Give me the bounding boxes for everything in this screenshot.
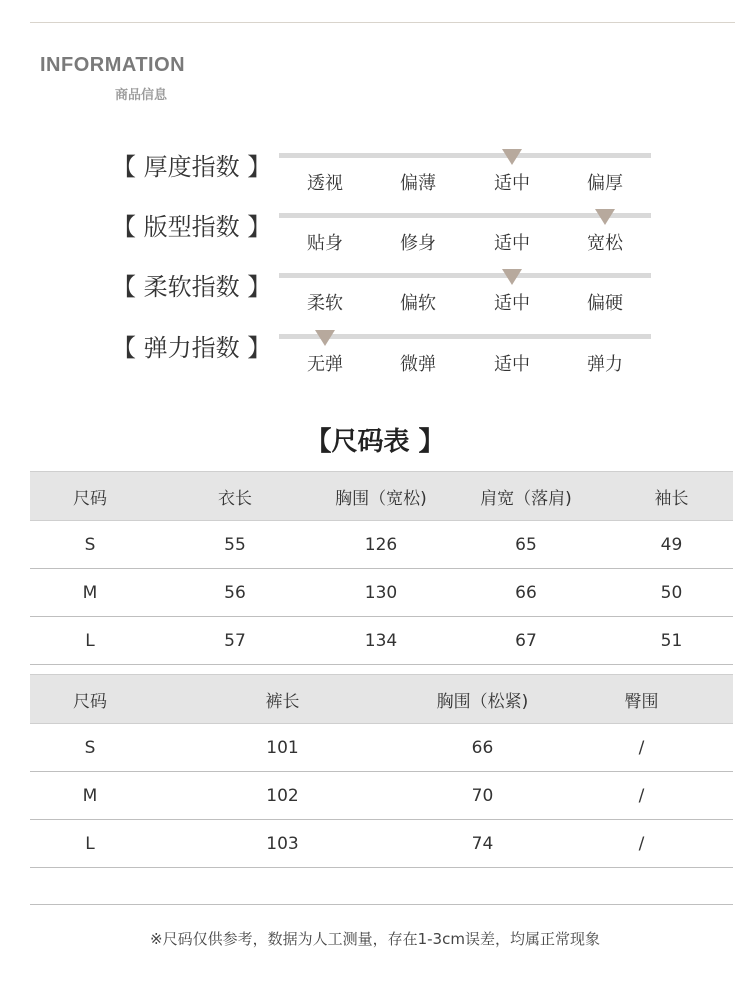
table-row	[30, 569, 733, 617]
table-row	[30, 521, 733, 569]
table-cell: 74	[415, 820, 550, 868]
index-marker-icon	[315, 330, 335, 346]
index-option: 修身	[400, 233, 436, 254]
disclaimer-note: ※尺码仅供参考，数据为人工测量，存在1-3cm误差，均属正常现象	[150, 930, 600, 948]
table-row	[30, 772, 733, 820]
column-header: 袖长	[610, 472, 733, 521]
index-option: 透视	[307, 173, 343, 194]
index-label: 【 版型指数 】	[112, 213, 272, 241]
index-option: 偏硬	[587, 293, 623, 314]
table-header-row	[30, 472, 733, 521]
index-bar	[279, 153, 651, 158]
table-cell: M	[30, 772, 150, 820]
index-option: 适中	[494, 173, 530, 194]
index-row	[0, 273, 750, 323]
table-cell: 134	[320, 617, 442, 665]
section-subtitle: 商品信息	[115, 88, 168, 103]
index-option: 偏软	[400, 293, 436, 314]
table-row	[30, 724, 733, 772]
table-cell: 56	[150, 569, 320, 617]
column-header: 胸围（松紧)	[415, 675, 550, 724]
table-cell: 130	[320, 569, 442, 617]
column-header: 尺码	[30, 472, 150, 521]
table-cell: 49	[610, 521, 733, 569]
table-cell: L	[30, 617, 150, 665]
table-cell: 66	[442, 569, 610, 617]
index-label: 【 厚度指数 】	[112, 153, 272, 181]
index-option: 宽松	[587, 233, 623, 254]
index-option: 偏厚	[587, 173, 623, 194]
table-cell: 126	[320, 521, 442, 569]
index-option: 微弹	[400, 354, 436, 375]
bottoms-size-table	[30, 674, 733, 868]
table-cell: 101	[150, 724, 415, 772]
index-option: 贴身	[307, 233, 343, 254]
table-cell: 57	[150, 617, 320, 665]
table-cell: /	[550, 724, 733, 772]
index-row	[0, 153, 750, 203]
table-cell: 70	[415, 772, 550, 820]
table-cell: L	[30, 820, 150, 868]
index-option: 柔软	[307, 293, 343, 314]
index-row	[0, 334, 750, 384]
top-divider	[30, 22, 735, 23]
table-cell: 51	[610, 617, 733, 665]
column-header: 裤长	[150, 675, 415, 724]
size-chart-title: 【尺码表 】	[305, 427, 445, 457]
index-option: 适中	[494, 233, 530, 254]
table-cell: S	[30, 724, 150, 772]
table-row	[30, 820, 733, 868]
index-marker-icon	[595, 209, 615, 225]
table-cell: 50	[610, 569, 733, 617]
table-row	[30, 617, 733, 665]
table-cell: M	[30, 569, 150, 617]
index-label: 【 柔软指数 】	[112, 273, 272, 301]
column-header: 衣长	[150, 472, 320, 521]
index-option: 弹力	[587, 354, 623, 375]
table-cell: 66	[415, 724, 550, 772]
index-option: 适中	[494, 293, 530, 314]
column-header: 胸围（宽松)	[320, 472, 442, 521]
index-option: 适中	[494, 354, 530, 375]
index-marker-icon	[502, 269, 522, 285]
table-cell: /	[550, 820, 733, 868]
column-header: 肩宽（落肩)	[442, 472, 610, 521]
table-cell: S	[30, 521, 150, 569]
table-cell: 103	[150, 820, 415, 868]
column-header: 尺码	[30, 675, 150, 724]
index-option: 无弹	[307, 354, 343, 375]
tops-size-table	[30, 471, 733, 665]
table-cell: 102	[150, 772, 415, 820]
index-label: 【 弹力指数 】	[112, 334, 272, 362]
index-marker-icon	[502, 149, 522, 165]
table-header-row	[30, 675, 733, 724]
column-header: 臀围	[550, 675, 733, 724]
table-cell: 55	[150, 521, 320, 569]
section-title: INFORMATION	[40, 54, 186, 76]
bottom-divider	[30, 904, 733, 905]
index-row	[0, 213, 750, 263]
table-cell: 67	[442, 617, 610, 665]
table-cell: /	[550, 772, 733, 820]
index-option: 偏薄	[400, 173, 436, 194]
index-bar	[279, 273, 651, 278]
table-cell: 65	[442, 521, 610, 569]
